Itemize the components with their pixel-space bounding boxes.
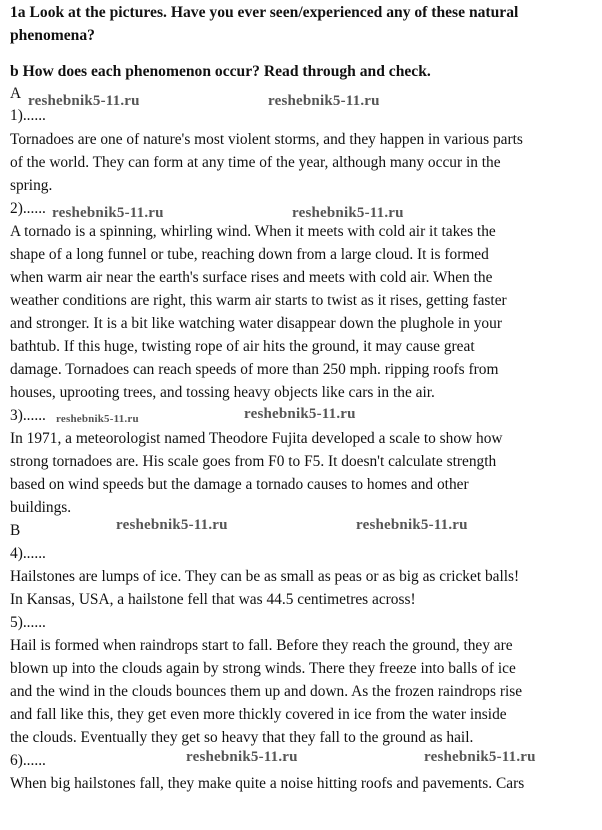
- watermark: reshebnik5-11.ru: [116, 517, 228, 533]
- watermark: reshebnik5-11.ru: [28, 93, 140, 109]
- paragraph-5-line: the clouds. Eventually they get so heavy that they fall to the ground as hail.: [10, 729, 474, 746]
- paragraph-5-line: and the wind in the clouds bounces them up and down. As the frozen raindrops rise: [10, 683, 523, 700]
- paragraph-5-line: Hail is formed when raindrops start to fall. Before they reach the ground, they are: [10, 637, 513, 654]
- paragraph-2-line: shape of a long funnel or tube, reaching down from a large cloud. It is formed: [10, 246, 489, 263]
- watermark: reshebnik5-11.ru: [244, 406, 356, 422]
- paragraph-3-line: based on wind speeds but the damage a tornado causes to homes and other: [10, 476, 469, 493]
- paragraph-6-number: 6)......: [10, 752, 46, 769]
- watermark: reshebnik5-11.ru: [56, 413, 139, 425]
- paragraph-2-line: and stronger. It is a bit like watching water disappear down the plughole in your: [10, 315, 502, 332]
- paragraph-4-number: 4)......: [10, 545, 46, 562]
- section-a-label: A: [10, 85, 22, 102]
- heading-1a-line2: phenomena?: [10, 27, 95, 44]
- paragraph-3-line: buildings.: [10, 499, 72, 516]
- heading-1a-line1: 1a Look at the pictures. Have you ever seen/experienced any of these natural: [10, 4, 519, 21]
- paragraph-1-line: of the world. They can form at any time of the year, although many occur in the: [10, 154, 501, 171]
- paragraph-5-line: and fall like this, they get even more thickly covered in ice from the water inside: [10, 706, 507, 723]
- paragraph-1-line: spring.: [10, 177, 53, 194]
- paragraph-3-number: 3)......: [10, 407, 46, 424]
- paragraph-2-line: damage. Tornadoes can reach speeds of more than 250 mph. ripping roofs from: [10, 361, 499, 378]
- watermark: reshebnik5-11.ru: [424, 749, 536, 765]
- paragraph-2-line: bathtub. If this huge, twisting rope of air hits the ground, it may cause great: [10, 338, 475, 355]
- paragraph-1-number: 1)......: [10, 107, 46, 124]
- watermark: reshebnik5-11.ru: [292, 205, 404, 221]
- paragraph-3-line: strong tornadoes are. His scale goes from F0 to F5. It doesn't calculate strength: [10, 453, 497, 470]
- section-b-label: B: [10, 522, 21, 539]
- paragraph-3-line: In 1971, a meteorologist named Theodore Fujita developed a scale to show how: [10, 430, 503, 447]
- watermark: reshebnik5-11.ru: [186, 749, 298, 765]
- heading-1b: b How does each phenomenon occur? Read through and check.: [10, 63, 431, 80]
- paragraph-6-line: When big hailstones fall, they make quite a noise hitting roofs and pavements. Cars: [10, 775, 525, 792]
- paragraph-4-line: Hailstones are lumps of ice. They can be as small as peas or as big as cricket balls!: [10, 568, 520, 585]
- paragraph-2-line: when warm air near the earth's surface rises and meets with cold air. When the: [10, 269, 493, 286]
- paragraph-5-number: 5)......: [10, 614, 46, 631]
- paragraph-2-line: weather conditions are right, this warm air starts to twist as it rises, getting faster: [10, 292, 507, 309]
- paragraph-2-line: houses, uprooting trees, and tossing heavy objects like cars in the air.: [10, 384, 435, 401]
- watermark: reshebnik5-11.ru: [356, 517, 468, 533]
- watermark: reshebnik5-11.ru: [268, 93, 380, 109]
- paragraph-1-line: Tornadoes are one of nature's most violent storms, and they happen in various parts: [10, 131, 523, 148]
- paragraph-2-number: 2)......: [10, 200, 46, 217]
- paragraph-2-line: A tornado is a spinning, whirling wind. When it meets with cold air it takes the: [10, 223, 496, 240]
- paragraph-5-line: blown up into the clouds again by strong winds. There they freeze into balls of ice: [10, 660, 516, 677]
- watermark: reshebnik5-11.ru: [52, 205, 164, 221]
- paragraph-4-line: In Kansas, USA, a hailstone fell that was 44.5 centimetres across!: [10, 591, 416, 608]
